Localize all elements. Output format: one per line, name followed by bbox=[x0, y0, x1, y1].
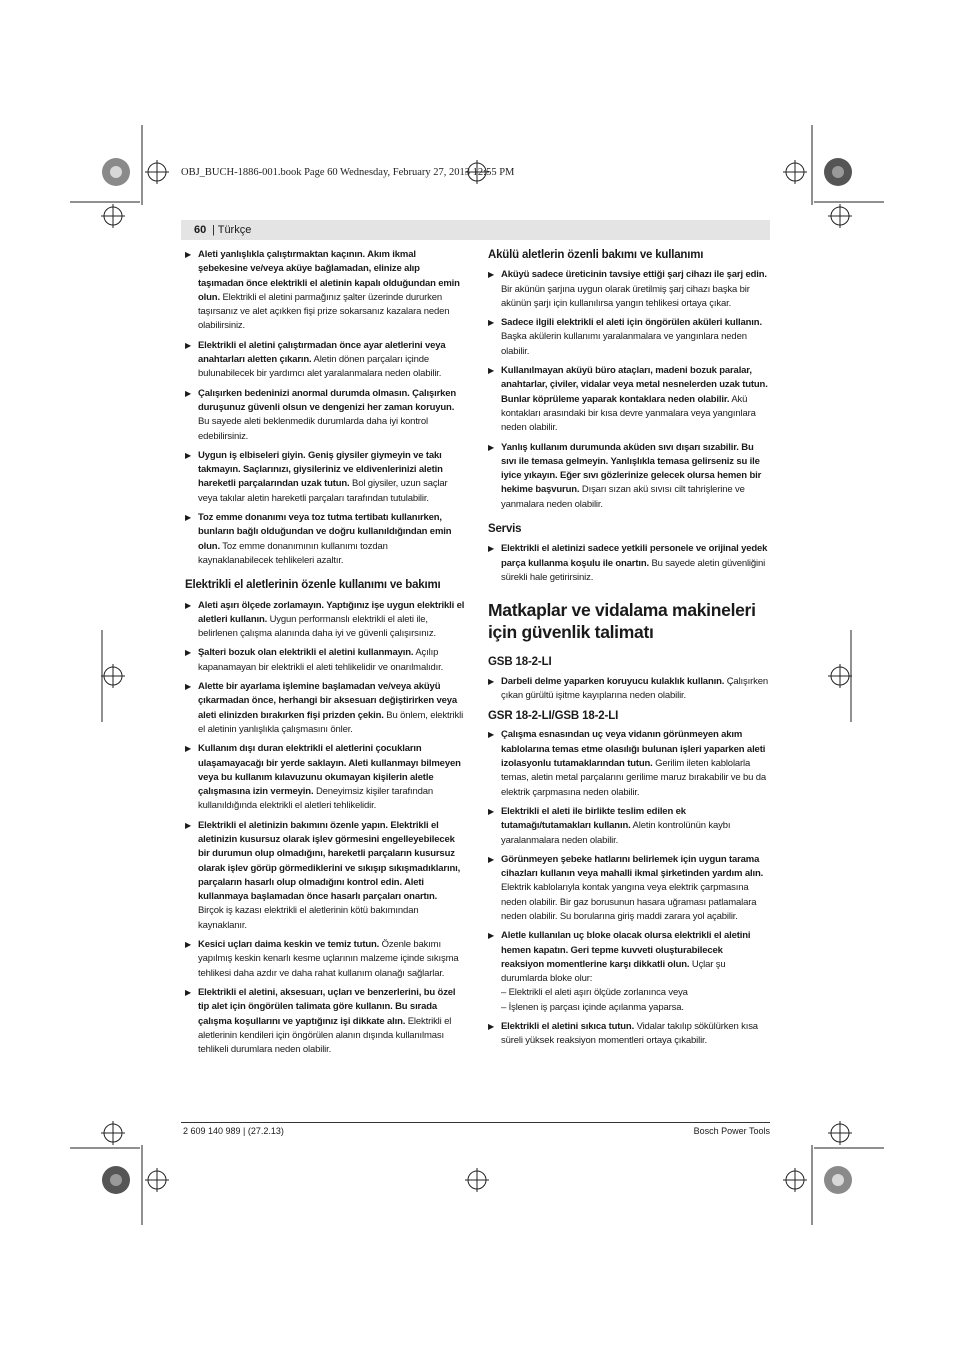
list-item bbox=[488, 1020, 768, 1049]
section-title-service: Servis bbox=[488, 523, 522, 536]
item-bold: Kullanım dışı duran elektrikli el aletlerini çocukların ulaşamayacağı bir yerde saklayın. Aleti kullanmayı bilmeyen veya bu kullanım kılavuzunu okumayan kişilerin aletle çalışmasına izin vermeyin. bbox=[198, 743, 461, 798]
list-item bbox=[488, 728, 768, 799]
main-title bbox=[488, 599, 768, 643]
item-text: Açılıp kapanamayan bir elektrikli el aleti tehlikelidir ve onarılmalıdır. bbox=[198, 647, 444, 673]
item-bold: Elektrikli el aletini sıkıca tutun. bbox=[501, 1021, 635, 1033]
list-item bbox=[488, 441, 768, 512]
list-item bbox=[488, 542, 768, 585]
list-item bbox=[185, 938, 465, 981]
bullet-arrow-icon: ▶ bbox=[185, 987, 192, 997]
list-item bbox=[488, 675, 768, 704]
item-bold: Çalışırken bedeninizi anormal durumda olmasın. Çalışırken duruşunuz güvenli olsun ve dengenizi her zaman koruyun. bbox=[198, 387, 457, 413]
item-text: Gerilim ileten kablolarla temas, aletin metal parçalarını gerilime maruz bırakabilir ve bu da elektrik çarpmasına neden olabilir. bbox=[501, 758, 767, 798]
safety-list bbox=[185, 248, 465, 568]
bullet-arrow-icon: ▶ bbox=[488, 544, 495, 554]
bullet-arrow-icon: ▶ bbox=[185, 744, 192, 754]
list-item bbox=[185, 986, 465, 1057]
item-bold: Elektrikli el aletini, aksesuarı, uçları ve benzerlerini, bu özel tip alet için öngörülen talimata göre kullanın. Bu sırada çalışma koşullarını ve yaptığınız işi dikkate alın. bbox=[198, 986, 456, 1027]
print-info: OBJ_BUCH-1886-001.book Page 60 Wednesday, February 27, 2013 12:55 PM bbox=[181, 167, 515, 178]
list-item bbox=[185, 819, 465, 933]
item-text: Dışarı sızan akü sıvısı cilt tahrişlerine ve yanmalara neden olabilir. bbox=[501, 484, 745, 510]
section-title-battery: Akülü aletlerin özenli bakımı ve kullanımı bbox=[488, 249, 704, 261]
item-bold: Kesici uçları daima keskin ve temiz tutun. bbox=[198, 939, 380, 951]
footer-brand: Bosch Power Tools bbox=[693, 1126, 770, 1136]
item-text: Elektrikli el aletini parmağınız şalter üzerinde dururken taşırsanız ve alet açıkken fişi prize sokarsanız kazalara neden olabilirsiniz. bbox=[198, 291, 450, 332]
bullet-arrow-icon: ▶ bbox=[488, 806, 495, 816]
last-list bbox=[488, 1020, 768, 1049]
item-text: Birçok iş kazası elektrikli el aletlerinin kötü bakımından kaynaklanır. bbox=[198, 905, 419, 931]
item-bold: Toz emme donanımı veya toz tutma tertibatı kullanırken, bunların bağlı olduğundan ve doğru kullanıldığından emin olun. bbox=[198, 512, 452, 552]
list-item-blocked bbox=[488, 929, 768, 1015]
bullet-arrow-icon: ▶ bbox=[185, 450, 192, 460]
item-text: Aletin dönen parçaları içinde bulunabilecek bir yardımcı alet yaralanmalara neden olabilir. bbox=[198, 354, 442, 380]
main-title-line-1: Matkaplar ve vidalama makineleri bbox=[488, 600, 756, 621]
item-bold: Aleti yanlışlıkla çalıştırmaktan kaçının. Akım ikmal şebekesine ve/veya aküye bağlamadan, elinize alıp taşımadan önce elektrikli el aletinin kapalı olduğundan emin olun. bbox=[198, 249, 460, 303]
bullet-arrow-icon: ▶ bbox=[185, 940, 192, 950]
left-column bbox=[185, 248, 465, 1062]
item-bold: Yanlış kullanım durumunda aküden sıvı dışarı sızabilir. Bu sıvı ile temasa gelmeyin. Yanlışlıkla temasa gelirseniz su ile iyice yıkayın. Eğer sıvı gözlerinize gelecek olursa hemen bir hekime başvurun. bbox=[501, 441, 762, 496]
item-text: Akü kontakları arasındaki bir kısa devre yanmalara veya yangınlara neden olabilir. bbox=[501, 393, 756, 434]
item-bold: Aküyü sadece üreticinin tavsiye ettiği şarj cihazı ile şarj edin. bbox=[501, 269, 767, 281]
item-text: Çalışırken çıkan gürültü işitme kayıplarına neden olabilir. bbox=[501, 675, 768, 701]
gsr-list bbox=[488, 728, 768, 924]
dash-line-1: – Elektrikli el aleti aşırı ölçüde zorlanınca veya bbox=[501, 987, 688, 999]
list-item bbox=[185, 511, 465, 568]
item-text: Elektrik kablolarıyla kontak yangına veya elektrik çarpmasına neden olabilir. Bir gaz borusunun hasara uğraması patlamalara neden olabilir. Su borularına giriş maddi zarara yol açabilir. bbox=[501, 882, 757, 922]
item-bold: Görünmeyen şebeke hatlarını belirlemek için uygun tarama cihazları kullanın veya mahalli ikmal şirketinden yardım alın. bbox=[501, 853, 764, 880]
item-bold: Sadece ilgili elektrikli el aleti için öngörülen aküleri kullanın. bbox=[501, 317, 762, 329]
item-text: Bol giysiler, uzun saçlar veya takılar aletin hareketli parçaları tarafından tutulabilir. bbox=[198, 478, 448, 504]
item-bold: Elektrikli el aletini çalıştırmadan önce ayar aletlerini veya anahtarları aletten çıkarın. bbox=[198, 339, 446, 366]
item-text: Elektrikli el aletlerinin kendileri için öngörülen alanın dışında kullanılması tehlikeli durumlara neden olabilir. bbox=[198, 1015, 452, 1056]
bullet-arrow-icon: ▶ bbox=[488, 730, 495, 740]
subtitle-gsb: GSB 18-2-LI bbox=[488, 656, 552, 669]
list-item bbox=[488, 805, 768, 848]
item-text: Uçlar şu durumlarda bloke olur: bbox=[501, 958, 726, 985]
list-item bbox=[185, 646, 465, 675]
right-column bbox=[488, 248, 768, 1054]
bullet-arrow-icon: ▶ bbox=[488, 931, 495, 941]
bullet-arrow-icon: ▶ bbox=[185, 340, 192, 350]
item-bold: Çalışma esnasından uç veya vidanın görünmeyen akım kablolarına temas etme olasılığı bulunan işleri yaparken aleti izolasyonlu tutamaklarından tutun. bbox=[501, 729, 766, 770]
item-text: Aletin kontrolünün kaybı yaralanmalara neden olabilir. bbox=[501, 820, 731, 846]
item-bold: Kullanılmayan aküyü büro ataçları, madeni bozuk paralar, anahtarlar, çiviler, vidalar veya metal nesnelerden uzak tutun. Bunlar köprüleme yaparak kontaklara neden olabilir. bbox=[501, 365, 768, 405]
list-item bbox=[488, 268, 768, 311]
bullet-arrow-icon: ▶ bbox=[185, 648, 192, 658]
item-text: Bir akünün şarjına uygun olarak üretilmiş şarj cihazı başka bir akünün şarjı için kullanılırsa yangın tehlikesi ortaya çıkar. bbox=[501, 283, 750, 309]
item-bold: Aletle kullanılan uç bloke olacak olursa elektrikli el aletini hemen kapatın. Geri tepme kuvveti oluşturabilecek reaksiyon momentlerine karşı dikkatli olun. bbox=[501, 930, 751, 970]
bullet-arrow-icon: ▶ bbox=[488, 1022, 495, 1032]
item-bold: Uygun iş elbiseleri giyin. Geniş giysiler giymeyin ve takı takmayın. Saçlarınızı, giysileriniz ve eldivenlerinizi aletin hareketli parçalarından uzak tutun. bbox=[198, 449, 443, 490]
bullet-arrow-icon: ▶ bbox=[488, 442, 495, 452]
subtitle-gsr: GSR 18-2-LI/GSB 18-2-LI bbox=[488, 710, 619, 723]
bullet-arrow-icon: ▶ bbox=[185, 820, 192, 830]
bullet-arrow-icon: ▶ bbox=[488, 676, 495, 686]
bullet-arrow-icon: ▶ bbox=[185, 600, 192, 610]
bullet-arrow-icon: ▶ bbox=[185, 682, 192, 692]
item-bold: Aleti aşırı ölçede zorlamayın. Yaptığınız işe uygun elektrikli el aletleri kullanın. bbox=[198, 599, 465, 625]
item-text: Deneyimsiz kişiler tarafından kullanıldığında elektrikli el aletleri tehlikelidir. bbox=[198, 786, 434, 812]
list-item bbox=[185, 449, 465, 506]
dash-line-2: – İşlenen iş parçası içinde açılanma yaparsa. bbox=[501, 1001, 684, 1013]
footer-doc-number: 2 609 140 989 | (27.2.13) bbox=[183, 1126, 284, 1136]
item-text: Bu önlem, elektrikli el aletinin yanlışlıkla çalışmasını önler. bbox=[198, 709, 464, 735]
language-label: | Türkçe bbox=[212, 224, 251, 236]
bullet-arrow-icon: ▶ bbox=[488, 366, 495, 376]
item-bold: Şalteri bozuk olan elektrikli el aletini kullanmayın. bbox=[198, 647, 414, 659]
list-item bbox=[185, 339, 465, 382]
item-bold: Alette bir ayarlama işlemine başlamadan ve/veya aküyü çıkarmadan önce, herhangi bir aksesuarı değiştirirken veya aleti elinizden bırakırken fişi prizden çekin. bbox=[198, 681, 458, 721]
item-text: Başka akülerin kullanımı yaralanmalara ve yangınlara neden olabilir. bbox=[501, 331, 747, 357]
item-bold: Elektrikli el aleti ile birlikte teslim edilen ek tutamağı/tutamakları kullanın. bbox=[501, 805, 686, 832]
bullet-arrow-icon: ▶ bbox=[488, 318, 495, 328]
list-item bbox=[185, 680, 465, 737]
item-bold: Elektrikli el aletinizi sadece yetkili personele ve orijinal yedek parça kullanma koşulu ile onartın. bbox=[501, 543, 768, 569]
list-item bbox=[488, 364, 768, 435]
list-item bbox=[185, 599, 465, 642]
list-item bbox=[488, 316, 768, 359]
list-item bbox=[488, 853, 768, 924]
page-number: 60 bbox=[194, 224, 207, 236]
item-text: Özenle bakımı yapılmış keskin kenarlı kesme uçlarının malzeme içinde sıkışma tehlikesi daha azdır ve daha rahat kullanım olanağı sağlarlar. bbox=[198, 939, 459, 979]
list-item bbox=[185, 742, 465, 813]
footer-divider bbox=[181, 1122, 770, 1123]
service-list bbox=[488, 542, 768, 585]
gsb-list bbox=[488, 675, 768, 704]
list-item bbox=[185, 387, 465, 444]
header-bar bbox=[181, 220, 770, 240]
bullet-arrow-icon: ▶ bbox=[185, 388, 192, 398]
bullet-arrow-icon: ▶ bbox=[488, 270, 495, 280]
bullet-arrow-icon: ▶ bbox=[185, 513, 192, 523]
item-text: Bu sayede aleti beklenmedik durumlarda daha iyi kontrol edebilirsiniz. bbox=[198, 416, 428, 442]
bullet-arrow-icon: ▶ bbox=[185, 250, 192, 259]
item-bold: Darbeli delme yaparken koruyucu kulaklık kullanın. bbox=[501, 675, 725, 687]
battery-list bbox=[488, 268, 768, 512]
item-bold: Elektrikli el aletinizin bakımını özenle yapın. Elektrikli el aletinizin kusursuz olarak işlev görmesini engelleyebilecek bir durumun olup olmadığını, hareketli parçaların kusursuz olarak işlev görüp görmediklerini ve sıkışıp sıkışmadıklarını, parçaların hasarlı olup olmadığını kontrol edin. Aleti kullanmaya başlamadan önce hasarlı parçaları onartın. bbox=[198, 819, 461, 903]
careful-use-list bbox=[185, 599, 465, 1058]
bullet-arrow-icon: ▶ bbox=[488, 854, 495, 864]
item-text: Vidalar takılıp sökülürken kısa süreli yüksek reaksiyon momentleri ortaya çıkabilir. bbox=[501, 1021, 758, 1047]
item-text: Uygun performanslı elektrikli el aleti ile, belirlenen çalışma alanında daha iyi ve güvenli çalışırsınız. bbox=[198, 613, 436, 640]
item-text: Bu sayede aletin güvenliğini sürekli hale getirirsiniz. bbox=[501, 557, 766, 583]
list-item bbox=[185, 248, 465, 334]
item-text: Toz emme donanımının kullanımı tozdan kaynaklanabilecek tehlikeleri azaltır. bbox=[198, 540, 388, 566]
main-title-line-2: için güvenlik talimatı bbox=[488, 622, 654, 643]
section-title-careful-use: Elektrikli el aletlerinin özenle kullanımı ve bakımı bbox=[185, 579, 441, 592]
